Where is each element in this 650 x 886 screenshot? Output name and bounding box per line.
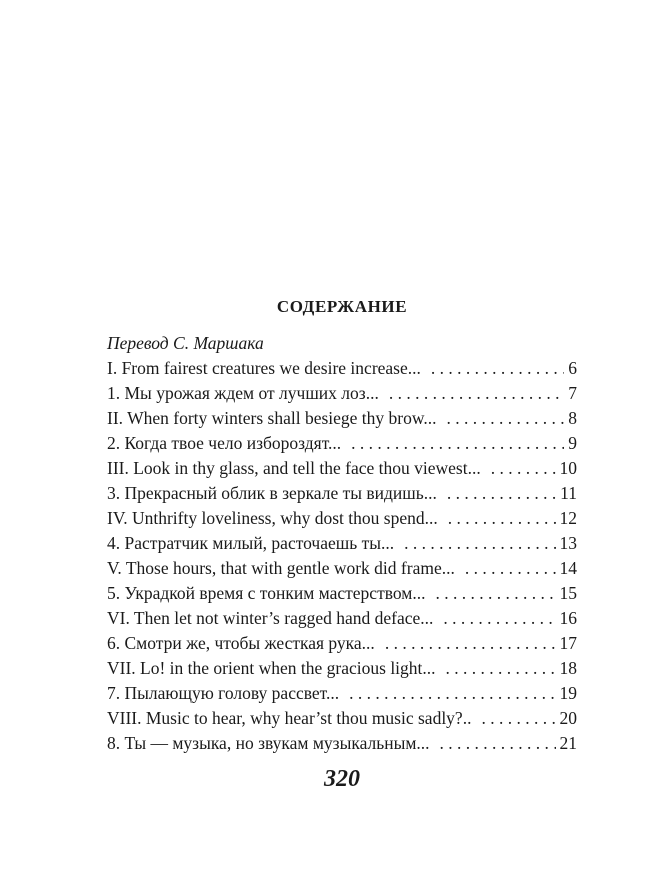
toc-entry-title: 3. Прекрасный облик в зеркале ты видишь... (107, 483, 437, 503)
dot-leader (404, 531, 555, 556)
toc-entry (107, 481, 577, 506)
toc-entry (107, 731, 577, 756)
contents-heading: СОДЕРЖАНИЕ (276, 297, 408, 316)
toc-entry-title: V. Those hours, that with gentle work did frame... (107, 558, 455, 578)
toc-entry (107, 556, 577, 581)
toc-entry-page: 11 (560, 483, 577, 503)
toc-entry-title: 8. Ты — музыка, но звукам музыкальным... (107, 733, 430, 753)
toc-entry (107, 506, 577, 531)
dot-leader (446, 656, 556, 681)
dot-leader (491, 456, 556, 481)
toc-entry-page: 12 (559, 508, 577, 528)
section-title: Перевод С. Маршака (107, 333, 264, 353)
toc-entry-page: 14 (559, 558, 577, 578)
toc-entry-page: 7 (568, 383, 577, 403)
toc-entry (107, 381, 577, 406)
toc-entry-title: I. From fairest creatures we desire increase... (107, 358, 421, 378)
toc-entry-page: 20 (559, 708, 577, 728)
dot-leader (447, 481, 556, 506)
toc-entry-title: 2. Когда твое чело избороздят... (107, 433, 342, 453)
toc-entry-title: III. Look in thy glass, and tell the face thou viewest... (107, 458, 481, 478)
toc-entry-page: 17 (559, 633, 577, 653)
toc-entry (107, 581, 577, 606)
table-of-contents (107, 331, 577, 756)
toc-entry-page: 10 (559, 458, 577, 478)
toc-entry-title: 6. Смотри же, чтобы жесткая рука... (107, 633, 375, 653)
toc-entry (107, 706, 577, 731)
toc-entry-title: 1. Мы урожая ждем от лучших лоз... (107, 383, 379, 403)
toc-entry (107, 631, 577, 656)
toc-entry (107, 656, 577, 681)
dot-leader (481, 706, 555, 731)
toc-entry-page: 16 (559, 608, 577, 628)
toc-entry-page: 19 (559, 683, 577, 703)
toc-entry-title: 7. Пылающую голову рассвет... (107, 683, 340, 703)
toc-entry-title: VI. Then let not winter’s ragged hand deface... (107, 608, 434, 628)
toc-entry-page: 13 (559, 533, 577, 553)
toc-entry (107, 606, 577, 631)
dot-leader (435, 581, 555, 606)
toc-entry (107, 431, 577, 456)
toc-entry-title: 5. Украдкой время с тонким мастерством... (107, 583, 426, 603)
toc-entry (107, 681, 577, 706)
toc-entry-title: VIII. Music to hear, why hear’st thou music sadly?.. (107, 708, 472, 728)
toc-entry-page: 6 (568, 358, 577, 378)
dot-leader (389, 381, 564, 406)
toc-entry-page: 8 (568, 408, 577, 428)
dot-leader (385, 631, 556, 656)
dot-leader (448, 506, 556, 531)
toc-entry-title: VII. Lo! in the orient when the gracious light... (107, 658, 436, 678)
toc-entry-title: II. When forty winters shall besiege thy brow... (107, 408, 437, 428)
toc-entry-page: 18 (559, 658, 577, 678)
toc-entry (107, 356, 577, 381)
dot-leader (351, 431, 564, 456)
dot-leader (443, 606, 555, 631)
toc-entry-title: 4. Растратчик милый, расточаешь ты... (107, 533, 395, 553)
toc-entry (107, 406, 577, 431)
toc-entry-title: IV. Unthrifty loveliness, why dost thou spend... (107, 508, 438, 528)
toc-entry-page: 21 (559, 733, 577, 753)
toc-entry-page: 9 (568, 433, 577, 453)
page-number: 320 (324, 766, 360, 792)
toc-entry (107, 531, 577, 556)
toc-entry (107, 456, 577, 481)
dot-leader (440, 731, 556, 756)
dot-leader (349, 681, 555, 706)
toc-entry-page: 15 (559, 583, 577, 603)
dot-leader (447, 406, 565, 431)
dot-leader (465, 556, 556, 581)
dot-leader (431, 356, 564, 381)
